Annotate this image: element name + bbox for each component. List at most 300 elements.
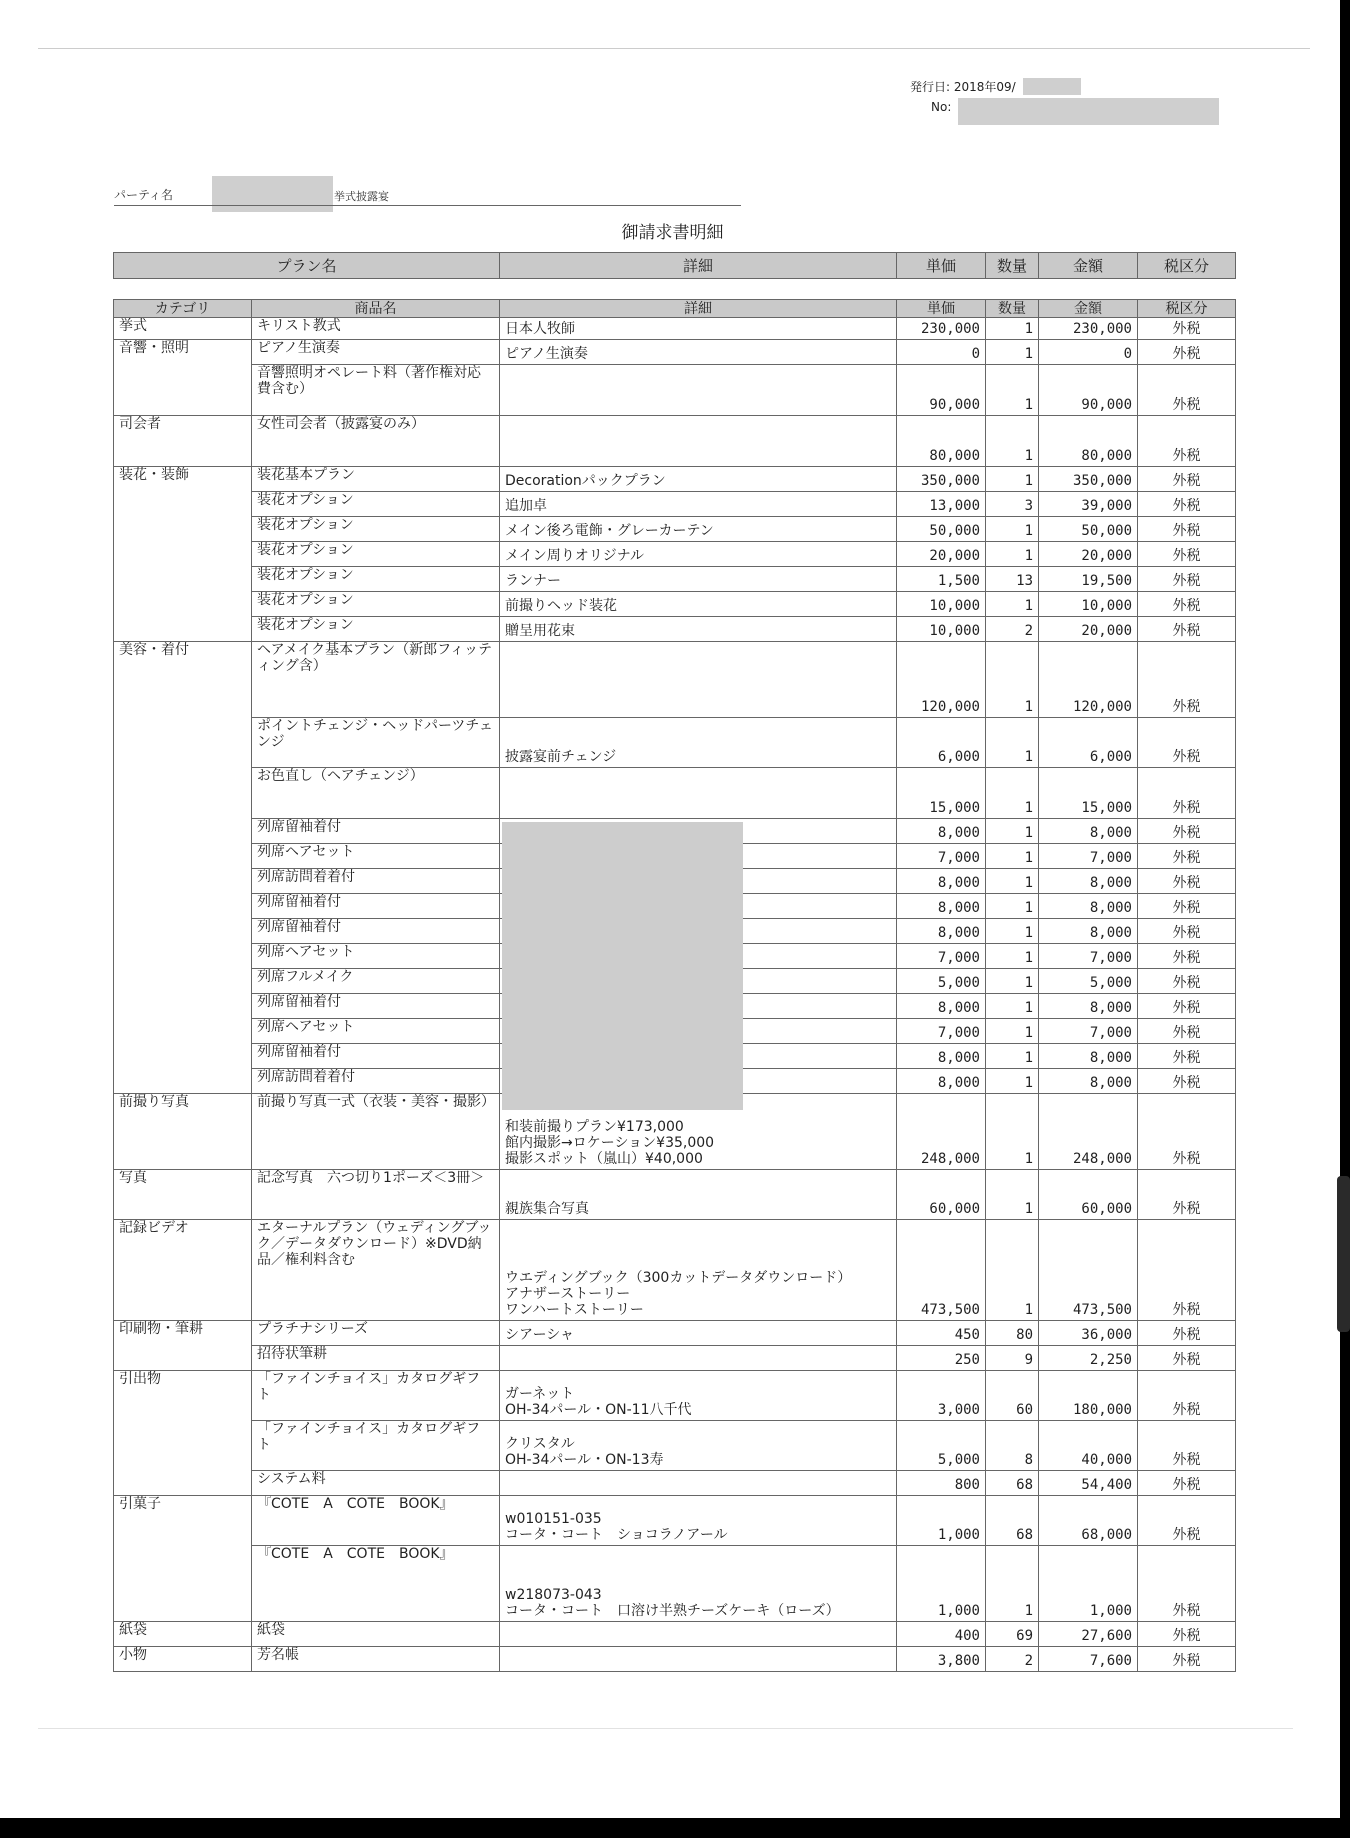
amount-cell: 54,400 [1039, 1471, 1138, 1496]
category-cell [114, 1019, 252, 1044]
tax-type-cell: 外税 [1138, 1019, 1236, 1044]
tax-type-cell: 外税 [1138, 542, 1236, 567]
product-name-cell: 前撮り写真一式（衣装・美容・撮影） [252, 1094, 500, 1170]
tax-type-cell: 外税 [1138, 365, 1236, 416]
detail-cell [500, 1346, 897, 1371]
product-name-cell: 装花オプション [252, 617, 500, 642]
detail-cell [500, 542, 897, 567]
amount-cell: 8,000 [1039, 1069, 1138, 1094]
amount-cell: 7,000 [1039, 944, 1138, 969]
detail-cell [500, 1471, 897, 1496]
table-row [114, 592, 1236, 617]
unit-price-cell: 250 [897, 1346, 986, 1371]
detail-cell [500, 318, 897, 340]
quantity-cell: 1 [986, 919, 1039, 944]
quantity-cell: 2 [986, 617, 1039, 642]
product-name-cell: システム料 [252, 1471, 500, 1496]
amount-cell: 120,000 [1039, 642, 1138, 718]
amount-cell: 1,000 [1039, 1546, 1138, 1622]
detail-cell [500, 718, 897, 768]
tax-type-cell: 外税 [1138, 1220, 1236, 1321]
unit-price-cell: 8,000 [897, 894, 986, 919]
category-cell [114, 894, 252, 919]
detail-cell [500, 1371, 897, 1421]
quantity-cell: 1 [986, 467, 1039, 492]
header-price: 単価 [897, 300, 986, 318]
detail-line: クリスタル [505, 1436, 575, 1452]
unit-price-cell: 10,000 [897, 592, 986, 617]
quantity-cell: 1 [986, 416, 1039, 467]
amount-cell: 350,000 [1039, 467, 1138, 492]
category-cell [114, 944, 252, 969]
amount-cell: 10,000 [1039, 592, 1138, 617]
category-cell [114, 994, 252, 1019]
detail-line: ピアノ生演奏 [505, 346, 588, 362]
party-name-label: パーティ名 [114, 188, 174, 202]
unit-price-cell: 15,000 [897, 768, 986, 819]
product-name-cell: 装花オプション [252, 592, 500, 617]
category-cell: 引菓子 [114, 1496, 252, 1546]
quantity-cell: 1 [986, 365, 1039, 416]
detail-cell [500, 492, 897, 517]
amount-cell: 90,000 [1039, 365, 1138, 416]
unit-price-cell: 400 [897, 1622, 986, 1647]
product-name-cell: 「ファインチョイス」カタログギフト [252, 1371, 500, 1421]
quantity-cell: 1 [986, 969, 1039, 994]
redaction-no [958, 98, 1219, 125]
unit-price-cell: 350,000 [897, 467, 986, 492]
unit-price-cell: 800 [897, 1471, 986, 1496]
invoice-no-label: No: [931, 100, 952, 114]
detail-line: コータ・コート ショコラノアール [505, 1527, 728, 1543]
detail-cell [500, 1496, 897, 1546]
category-cell: 引出物 [114, 1371, 252, 1421]
detail-line: 披露宴前チェンジ [505, 749, 617, 765]
table-row [114, 492, 1236, 517]
amount-cell: 8,000 [1039, 894, 1138, 919]
quantity-cell: 1 [986, 592, 1039, 617]
category-cell [114, 542, 252, 567]
table-row [114, 318, 1236, 340]
category-cell [114, 969, 252, 994]
table-row [114, 1321, 1236, 1346]
tax-type-cell: 外税 [1138, 340, 1236, 365]
category-cell [114, 617, 252, 642]
tax-type-cell: 外税 [1138, 1421, 1236, 1471]
amount-cell: 8,000 [1039, 869, 1138, 894]
detail-cell [500, 567, 897, 592]
issue-date: 発行日: 2018年09/ [910, 80, 1016, 94]
category-cell [114, 592, 252, 617]
amount-cell: 60,000 [1039, 1170, 1138, 1220]
tax-type-cell: 外税 [1138, 642, 1236, 718]
party-name-suffix: 挙式披露宴 [334, 190, 389, 203]
category-cell [114, 869, 252, 894]
amount-cell: 39,000 [1039, 492, 1138, 517]
product-name-cell: 芳名帳 [252, 1647, 500, 1672]
amount-cell: 473,500 [1039, 1220, 1138, 1321]
product-name-cell: 音響照明オペレート料（著作権対応費含む） [252, 365, 500, 416]
category-cell [114, 517, 252, 542]
detail-cell [500, 1546, 897, 1622]
amount-cell: 19,500 [1039, 567, 1138, 592]
tax-type-cell: 外税 [1138, 517, 1236, 542]
tax-type-cell: 外税 [1138, 718, 1236, 768]
category-cell [114, 919, 252, 944]
detail-line: ワンハートストーリー [505, 1302, 644, 1318]
quantity-cell: 1 [986, 844, 1039, 869]
plan-header-amount: 金額 [1039, 253, 1138, 279]
category-cell: 司会者 [114, 416, 252, 467]
tax-type-cell: 外税 [1138, 1069, 1236, 1094]
quantity-cell: 1 [986, 768, 1039, 819]
table-row [114, 1421, 1236, 1471]
tax-type-cell: 外税 [1138, 567, 1236, 592]
tax-type-cell: 外税 [1138, 1647, 1236, 1672]
amount-cell: 27,600 [1039, 1622, 1138, 1647]
amount-cell: 80,000 [1039, 416, 1138, 467]
unit-price-cell: 1,500 [897, 567, 986, 592]
amount-cell: 5,000 [1039, 969, 1138, 994]
category-cell [114, 768, 252, 819]
quantity-cell: 1 [986, 944, 1039, 969]
tax-type-cell: 外税 [1138, 944, 1236, 969]
amount-cell: 50,000 [1039, 517, 1138, 542]
tax-type-cell: 外税 [1138, 1546, 1236, 1622]
tax-type-cell: 外税 [1138, 318, 1236, 340]
plan-header-qty: 数量 [986, 253, 1039, 279]
detail-line: 親族集合写真 [505, 1201, 589, 1217]
quantity-cell: 1 [986, 819, 1039, 844]
amount-cell: 7,000 [1039, 1019, 1138, 1044]
category-cell: 記録ビデオ [114, 1220, 252, 1321]
detail-cell [500, 1622, 897, 1647]
unit-price-cell: 10,000 [897, 617, 986, 642]
amount-cell: 40,000 [1039, 1421, 1138, 1471]
detail-cell [500, 1220, 897, 1321]
product-name-cell: 列席ヘアセット [252, 944, 500, 969]
unit-price-cell: 1,000 [897, 1496, 986, 1546]
tax-type-cell: 外税 [1138, 492, 1236, 517]
redaction-detail-block [502, 822, 743, 1110]
detail-cell [500, 416, 897, 467]
unit-price-cell: 20,000 [897, 542, 986, 567]
table-row [114, 718, 1236, 768]
amount-cell: 230,000 [1039, 318, 1138, 340]
tax-type-cell: 外税 [1138, 819, 1236, 844]
product-name-cell: プラチナシリーズ [252, 1321, 500, 1346]
detail-line: 前撮りヘッド装花 [505, 598, 617, 614]
tax-type-cell: 外税 [1138, 1094, 1236, 1170]
tax-type-cell: 外税 [1138, 1346, 1236, 1371]
product-name-cell: 列席訪問着着付 [252, 1069, 500, 1094]
header-tax: 税区分 [1138, 300, 1236, 318]
unit-price-cell: 1,000 [897, 1546, 986, 1622]
quantity-cell: 80 [986, 1321, 1039, 1346]
detail-line: w010151-035 [505, 1511, 602, 1527]
amount-cell: 248,000 [1039, 1094, 1138, 1170]
quantity-cell: 9 [986, 1346, 1039, 1371]
plan-header-tax: 税区分 [1138, 253, 1236, 279]
amount-cell: 68,000 [1039, 1496, 1138, 1546]
detail-cell [500, 768, 897, 819]
product-name-cell: 記念写真 六つ切り1ポーズ＜3冊＞ [252, 1170, 500, 1220]
scrollbar-thumb[interactable] [1337, 1176, 1350, 1332]
category-cell: 美容・着付 [114, 642, 252, 718]
unit-price-cell: 8,000 [897, 1044, 986, 1069]
product-name-cell: 『COTE A COTE BOOK』 [252, 1496, 500, 1546]
detail-line: シアーシャ [505, 1327, 575, 1343]
detail-line: 贈呈用花束 [505, 623, 575, 639]
tax-type-cell: 外税 [1138, 969, 1236, 994]
quantity-cell: 8 [986, 1421, 1039, 1471]
quantity-cell: 69 [986, 1622, 1039, 1647]
detail-line: 和装前撮りプラン¥173,000 [505, 1119, 684, 1135]
category-cell [114, 1346, 252, 1371]
unit-price-cell: 5,000 [897, 1421, 986, 1471]
detail-line: アナザーストーリー [505, 1286, 631, 1302]
amount-cell: 20,000 [1039, 542, 1138, 567]
product-name-cell: 紙袋 [252, 1622, 500, 1647]
table-row [114, 416, 1236, 467]
amount-cell: 8,000 [1039, 819, 1138, 844]
quantity-cell: 13 [986, 567, 1039, 592]
quantity-cell: 1 [986, 1170, 1039, 1220]
table-row [114, 1471, 1236, 1496]
tax-type-cell: 外税 [1138, 1471, 1236, 1496]
product-name-cell: 列席留袖着付 [252, 1044, 500, 1069]
table-row [114, 1220, 1236, 1321]
table-row [114, 1346, 1236, 1371]
product-name-cell: キリスト教式 [252, 318, 500, 340]
detail-line: ウエディングブック（300カットデータダウンロード） [505, 1270, 852, 1286]
quantity-cell: 1 [986, 1546, 1039, 1622]
redaction-party [212, 176, 333, 212]
detail-cell [500, 340, 897, 365]
amount-cell: 15,000 [1039, 768, 1138, 819]
tax-type-cell: 外税 [1138, 1170, 1236, 1220]
table-row [114, 542, 1236, 567]
amount-cell: 6,000 [1039, 718, 1138, 768]
table-row [114, 1371, 1236, 1421]
plan-header-name: プラン名 [114, 253, 500, 279]
header-qty: 数量 [986, 300, 1039, 318]
amount-cell: 7,000 [1039, 844, 1138, 869]
table-row [114, 517, 1236, 542]
detail-cell [500, 1647, 897, 1672]
unit-price-cell: 3,800 [897, 1647, 986, 1672]
category-cell [114, 492, 252, 517]
unit-price-cell: 8,000 [897, 869, 986, 894]
quantity-cell: 3 [986, 492, 1039, 517]
category-cell: 写真 [114, 1170, 252, 1220]
product-name-cell: 列席留袖着付 [252, 919, 500, 944]
detail-line: コータ・コート 口溶け半熟チーズケーキ（ローズ） [505, 1603, 840, 1619]
unit-price-cell: 248,000 [897, 1094, 986, 1170]
product-name-cell: 列席留袖着付 [252, 819, 500, 844]
detail-line: 日本人牧師 [505, 321, 575, 337]
quantity-cell: 1 [986, 1094, 1039, 1170]
product-name-cell: 装花オプション [252, 567, 500, 592]
table-row [114, 642, 1236, 718]
table-row [114, 567, 1236, 592]
product-name-cell: 列席留袖着付 [252, 894, 500, 919]
tax-type-cell: 外税 [1138, 1321, 1236, 1346]
detail-cell [500, 1170, 897, 1220]
product-name-cell: 装花オプション [252, 492, 500, 517]
table-row [114, 1546, 1236, 1622]
unit-price-cell: 90,000 [897, 365, 986, 416]
table-row [114, 467, 1236, 492]
detail-line: メイン周りオリジナル [505, 548, 645, 564]
amount-cell: 20,000 [1039, 617, 1138, 642]
quantity-cell: 1 [986, 869, 1039, 894]
category-cell [114, 567, 252, 592]
unit-price-cell: 450 [897, 1321, 986, 1346]
detail-line: OH-34パール・ON-11八千代 [505, 1402, 692, 1418]
document-title: 御請求書明細 [621, 223, 724, 243]
amount-cell: 36,000 [1039, 1321, 1138, 1346]
category-cell [114, 844, 252, 869]
unit-price-cell: 8,000 [897, 819, 986, 844]
product-name-cell: 女性司会者（披露宴のみ） [252, 416, 500, 467]
amount-cell: 180,000 [1039, 1371, 1138, 1421]
tax-type-cell: 外税 [1138, 617, 1236, 642]
product-name-cell: 招待状筆耕 [252, 1346, 500, 1371]
unit-price-cell: 8,000 [897, 919, 986, 944]
product-name-cell: 列席フルメイク [252, 969, 500, 994]
product-name-cell: お色直し（ヘアチェンジ） [252, 768, 500, 819]
detail-cell [500, 517, 897, 542]
quantity-cell: 1 [986, 1019, 1039, 1044]
unit-price-cell: 8,000 [897, 1069, 986, 1094]
category-cell: 印刷物・筆耕 [114, 1321, 252, 1346]
quantity-cell: 1 [986, 994, 1039, 1019]
product-name-cell: 列席訪問着着付 [252, 869, 500, 894]
category-cell: 装花・装飾 [114, 467, 252, 492]
category-cell [114, 1471, 252, 1496]
amount-cell: 8,000 [1039, 994, 1138, 1019]
redaction-date [1023, 78, 1081, 95]
category-cell: 小物 [114, 1647, 252, 1672]
category-cell [114, 365, 252, 416]
detail-line: ランナー [505, 573, 561, 589]
product-name-cell: ポイントチェンジ・ヘッドパーツチェンジ [252, 718, 500, 768]
table-row [114, 768, 1236, 819]
quantity-cell: 1 [986, 1044, 1039, 1069]
category-cell [114, 1421, 252, 1471]
quantity-cell: 1 [986, 517, 1039, 542]
product-name-cell: 「ファインチョイス」カタログギフト [252, 1421, 500, 1471]
scan-bottom-line [38, 1728, 1293, 1729]
quantity-cell: 60 [986, 1371, 1039, 1421]
tax-type-cell: 外税 [1138, 894, 1236, 919]
unit-price-cell: 7,000 [897, 844, 986, 869]
table-row [114, 617, 1236, 642]
header-category: カテゴリ [114, 300, 252, 318]
tax-type-cell: 外税 [1138, 768, 1236, 819]
plan-header-price: 単価 [897, 253, 986, 279]
table-row [114, 1496, 1236, 1546]
unit-price-cell: 6,000 [897, 718, 986, 768]
product-name-cell: 列席ヘアセット [252, 844, 500, 869]
amount-cell: 8,000 [1039, 1044, 1138, 1069]
detail-cell [500, 467, 897, 492]
amount-cell: 0 [1039, 340, 1138, 365]
quantity-cell: 1 [986, 642, 1039, 718]
unit-price-cell: 7,000 [897, 1019, 986, 1044]
category-cell [114, 1546, 252, 1622]
quantity-cell: 1 [986, 340, 1039, 365]
quantity-cell: 1 [986, 1069, 1039, 1094]
detail-cell [500, 642, 897, 718]
product-name-cell: 列席留袖着付 [252, 994, 500, 1019]
table-row [114, 1622, 1236, 1647]
tax-type-cell: 外税 [1138, 467, 1236, 492]
category-cell: 紙袋 [114, 1622, 252, 1647]
category-cell [114, 819, 252, 844]
detail-line: 館内撮影→ロケーション¥35,000 [505, 1135, 715, 1151]
header-amount: 金額 [1039, 300, 1138, 318]
party-name-underline [114, 205, 741, 206]
unit-price-cell: 120,000 [897, 642, 986, 718]
quantity-cell: 1 [986, 318, 1039, 340]
detail-line: Decorationパックプラン [505, 473, 666, 489]
category-cell [114, 1069, 252, 1094]
table-row [114, 1170, 1236, 1220]
amount-cell: 2,250 [1039, 1346, 1138, 1371]
quantity-cell: 1 [986, 1220, 1039, 1321]
product-name-cell: 装花基本プラン [252, 467, 500, 492]
product-name-cell: 装花オプション [252, 542, 500, 567]
unit-price-cell: 5,000 [897, 969, 986, 994]
product-name-cell: 列席ヘアセット [252, 1019, 500, 1044]
detail-line: w218073-043 [505, 1587, 602, 1603]
product-name-cell: エターナルプラン（ウェディングブック／データダウンロード）※DVD納品／権利料含む [252, 1220, 500, 1321]
unit-price-cell: 8,000 [897, 994, 986, 1019]
unit-price-cell: 3,000 [897, 1371, 986, 1421]
unit-price-cell: 7,000 [897, 944, 986, 969]
header-product: 商品名 [252, 300, 500, 318]
plan-header-detail: 詳細 [500, 253, 897, 279]
tax-type-cell: 外税 [1138, 1622, 1236, 1647]
table-row [114, 340, 1236, 365]
tax-type-cell: 外税 [1138, 844, 1236, 869]
category-cell: 前撮り写真 [114, 1094, 252, 1170]
tax-type-cell: 外税 [1138, 919, 1236, 944]
detail-line: 追加卓 [505, 498, 547, 514]
product-name-cell: ヘアメイク基本プラン（新郎フィッティング含） [252, 642, 500, 718]
category-cell: 音響・照明 [114, 340, 252, 365]
scan-top-line [38, 48, 1310, 49]
tax-type-cell: 外税 [1138, 592, 1236, 617]
unit-price-cell: 50,000 [897, 517, 986, 542]
detail-cell [500, 617, 897, 642]
quantity-cell: 1 [986, 894, 1039, 919]
tax-type-cell: 外税 [1138, 1496, 1236, 1546]
category-cell: 挙式 [114, 318, 252, 340]
table-row [114, 1647, 1236, 1672]
unit-price-cell: 13,000 [897, 492, 986, 517]
detail-line: ガーネット [505, 1386, 575, 1402]
amount-cell: 7,600 [1039, 1647, 1138, 1672]
quantity-cell: 2 [986, 1647, 1039, 1672]
detail-line: メイン後ろ電飾・グレーカーテン [505, 523, 714, 539]
table-row [114, 365, 1236, 416]
quantity-cell: 1 [986, 718, 1039, 768]
unit-price-cell: 80,000 [897, 416, 986, 467]
tax-type-cell: 外税 [1138, 416, 1236, 467]
